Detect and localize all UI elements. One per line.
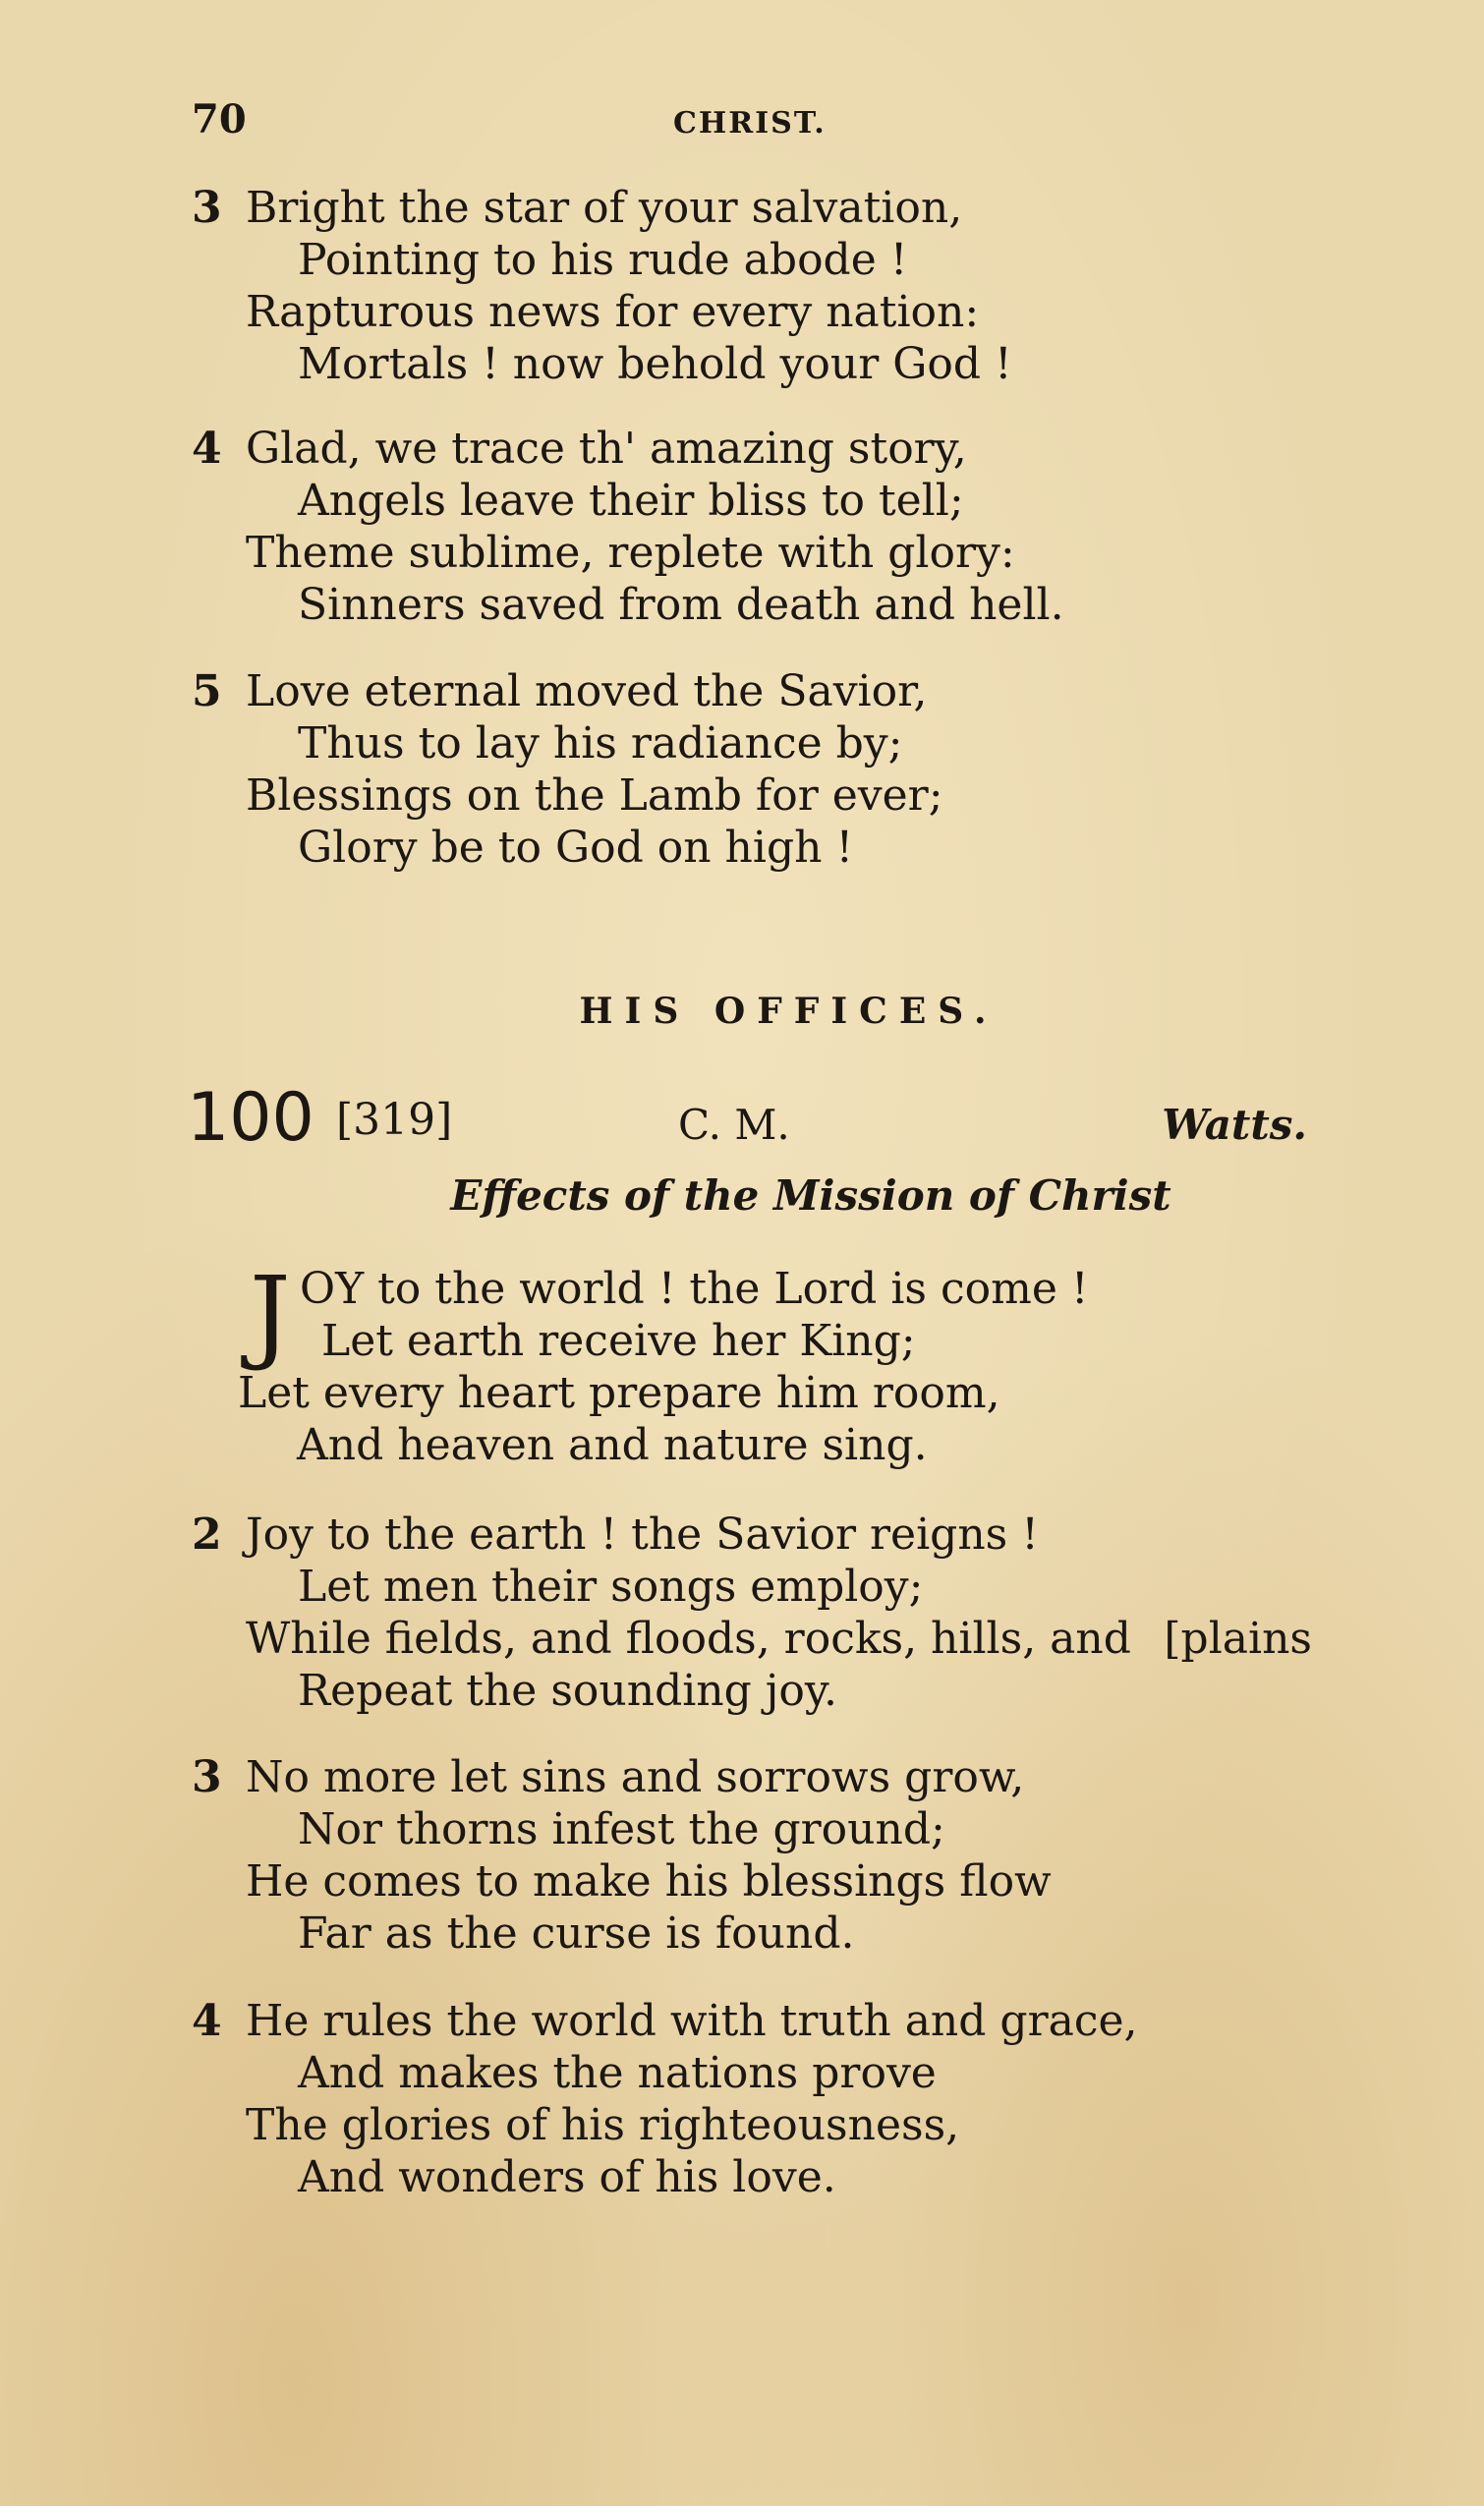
line-text: OY to the world ! the Lord is come ! (300, 1264, 1089, 1314)
stanza-line (192, 286, 1012, 338)
stanza-line (192, 1665, 1312, 1717)
stanza-line (192, 717, 943, 769)
stanza-line (192, 182, 1012, 234)
hymn-alt-number: [319] (336, 1095, 453, 1145)
line-text: Bright the star of your salvation, (246, 183, 963, 233)
stanza-4-previous-hymn (192, 423, 1064, 631)
hymn-stanza-2 (192, 1509, 1312, 1717)
page-header (192, 96, 1312, 155)
line-text: Let men their songs employ; (298, 1562, 924, 1612)
line-text: Joy to the earth ! the Savior reigns ! (246, 1509, 1039, 1560)
stanza-line (192, 234, 1012, 286)
stanza-number: 4 (192, 1996, 222, 2046)
hymn-number: 100 (187, 1079, 314, 1157)
stanza-number: 2 (192, 1509, 222, 1560)
stanza-line (192, 822, 943, 874)
stanza-line (192, 769, 943, 822)
line-text: Blessings on the Lamb for ever; (246, 770, 943, 821)
line-text: Angels leave their bliss to tell; (298, 476, 964, 526)
line-text: Glory be to God on high ! (298, 823, 854, 873)
stanza-line (238, 1367, 1089, 1419)
hymn-meter: C. M. (678, 1101, 790, 1149)
stanza-number: 3 (192, 183, 222, 233)
line-text: Theme sublime, replete with glory: (246, 528, 1015, 578)
stanza-line (192, 423, 1064, 475)
hymn-author: Watts. (1162, 1101, 1307, 1149)
stanza-number: 4 (192, 424, 222, 474)
line-text: Rapturous news for every nation: (246, 287, 980, 337)
stanza-line (192, 1995, 1138, 2047)
line-text: And wonders of his love. (298, 2152, 836, 2202)
line-text: Thus to lay his radiance by; (298, 718, 903, 769)
stanza-line (192, 1509, 1312, 1561)
stanza-line (192, 475, 1064, 527)
running-head: CHRIST. (673, 106, 827, 141)
stanza-line (192, 579, 1064, 631)
line-text: And makes the nations prove (298, 2048, 937, 2098)
stanza-line (192, 2099, 1138, 2151)
line-text: Nor thorns infest the ground; (298, 1804, 945, 1854)
page-number: 70 (192, 96, 247, 142)
line-text: Love eternal moved the Savior, (246, 666, 928, 716)
line-text: He comes to make his blessings flow (246, 1856, 1052, 1907)
hymn-title: Effects of the Mission of Christ (450, 1171, 1171, 1220)
stanza-line (192, 1751, 1052, 1803)
line-text: And heaven and nature sing. (297, 1420, 928, 1470)
stanza-line (192, 527, 1064, 579)
line-text: Mortals ! now behold your God ! (298, 339, 1012, 389)
section-heading: HIS OFFICES. (579, 991, 999, 1032)
stanza-3-previous-hymn (192, 182, 1012, 390)
line-text: While fields, and floods, rocks, hills, and (246, 1614, 1131, 1664)
stanza-line (192, 338, 1012, 390)
stanza-number: 3 (192, 1752, 222, 1802)
stanza-line (192, 1855, 1052, 1908)
line-text: Sinners saved from death and hell. (298, 580, 1064, 630)
line-text: The glories of his righteousness, (246, 2100, 960, 2150)
stanza-line (238, 1315, 1089, 1367)
line-text: Let earth receive her King; (321, 1316, 916, 1366)
line-text: Far as the curse is found. (298, 1908, 855, 1959)
stanza-line (192, 1908, 1052, 1960)
line-text: He rules the world with truth and grace, (246, 1996, 1138, 2046)
stanza-number: 5 (192, 666, 222, 716)
hymn-stanza-3 (192, 1751, 1052, 1960)
stanza-line (238, 1263, 1089, 1315)
stanza-line (192, 2151, 1138, 2203)
stanza-line (192, 1803, 1052, 1855)
drop-cap: J (250, 1254, 291, 1374)
line-text: Repeat the sounding joy. (298, 1666, 837, 1716)
carryover-word: [plains (1164, 1614, 1312, 1664)
stanza-line (192, 1613, 1312, 1665)
line-text: Let every heart prepare him room, (238, 1368, 1000, 1418)
line-text: Glad, we trace th' amazing story, (246, 424, 967, 474)
stanza-line (192, 665, 943, 717)
stanza-5-previous-hymn (192, 665, 943, 874)
hymn-header (187, 1079, 1307, 1158)
line-text: No more let sins and sorrows grow, (246, 1752, 1025, 1802)
stanza-line (192, 2047, 1138, 2099)
hymn-stanza-4 (192, 1995, 1138, 2203)
line-text: Pointing to his rude abode ! (298, 235, 908, 285)
stanza-line (238, 1419, 1089, 1471)
hymn-stanza-1 (238, 1254, 1089, 1471)
